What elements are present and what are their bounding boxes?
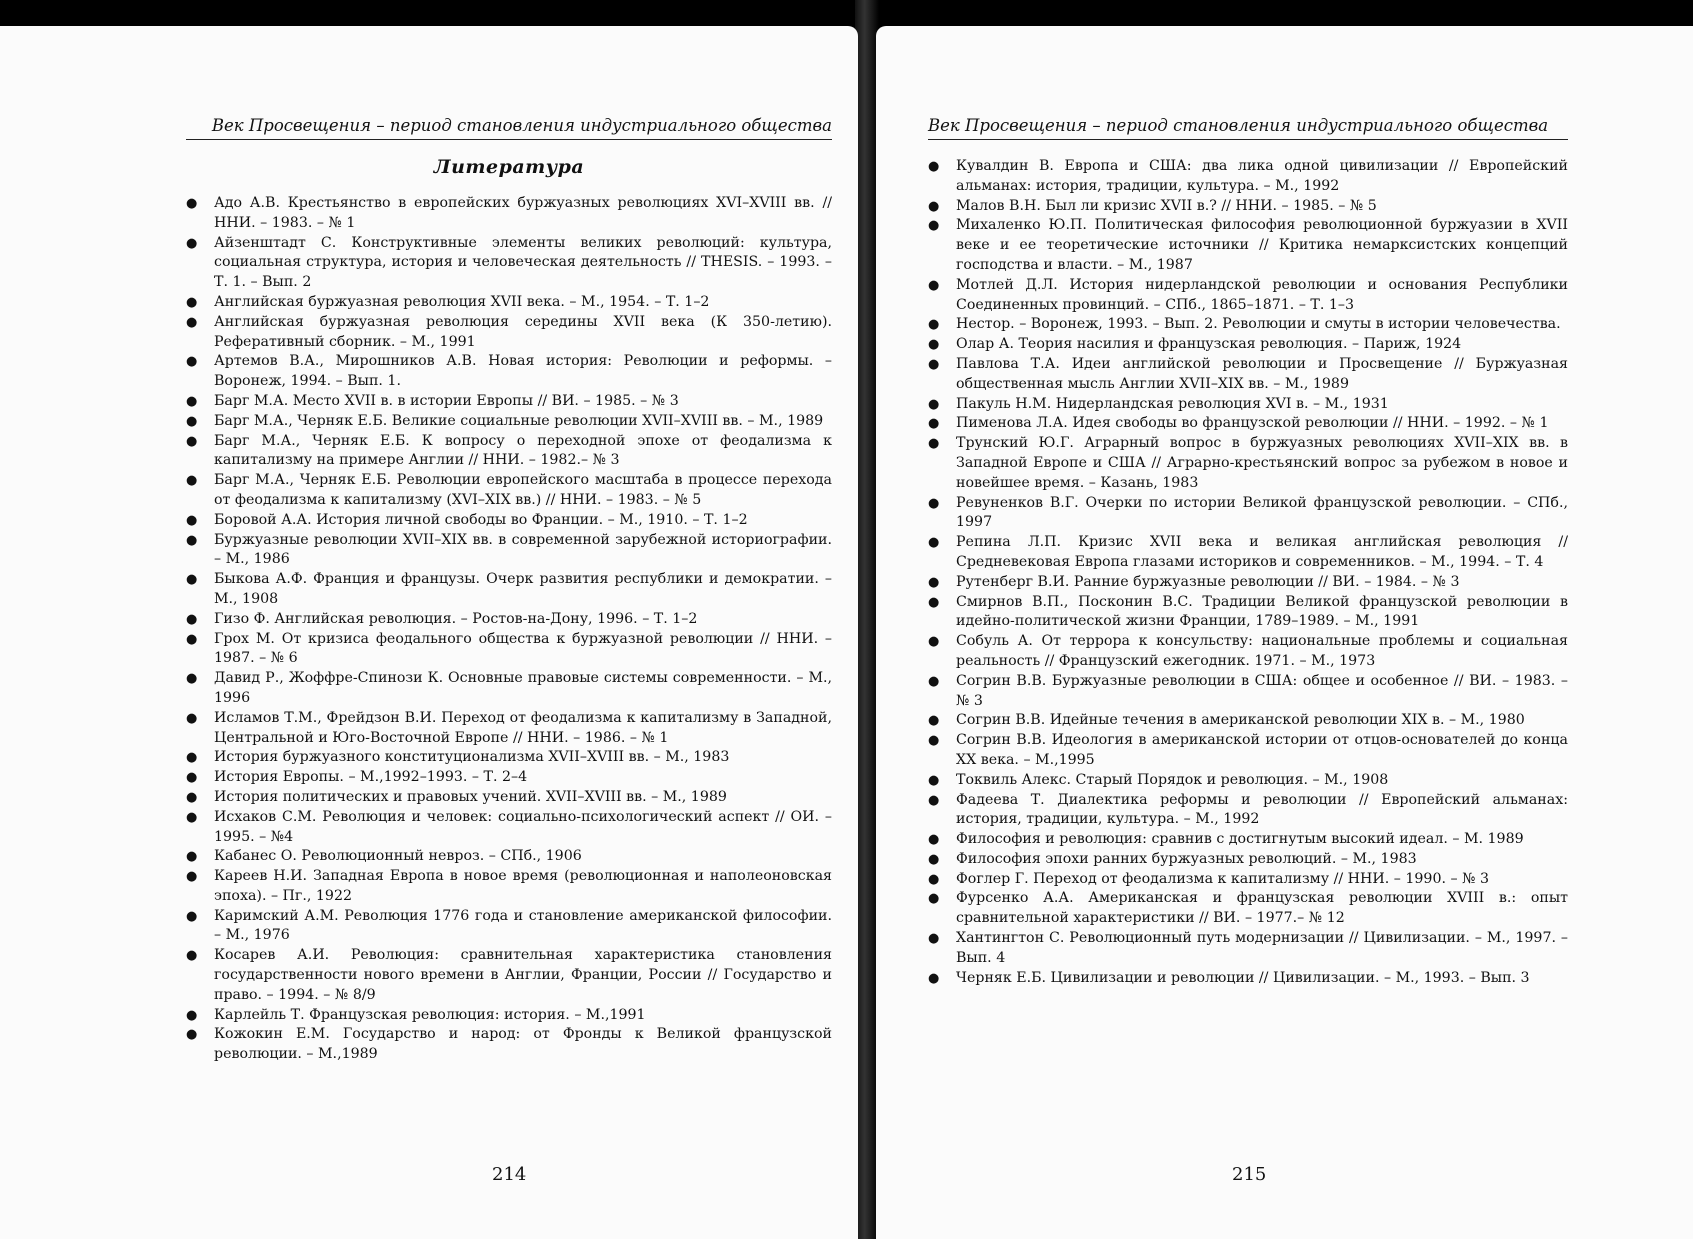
reference-text: Барг М.А. Место XVII в. в истории Европы // ВИ. – 1985. – № 3	[214, 392, 679, 409]
reference-text: Кабанес О. Революционный невроз. – СПб., 1906	[214, 848, 582, 865]
reference-item	[928, 593, 1568, 633]
reference-item	[928, 731, 1568, 771]
reference-text: История буржуазного конституционализма XVII–XVIII вв. – М., 1983	[214, 749, 730, 766]
bullet-icon: ●	[186, 908, 198, 924]
bullet-icon: ●	[928, 871, 940, 887]
reference-item	[186, 610, 832, 630]
bullet-icon: ●	[928, 317, 940, 333]
reference-text: Токвиль Алекс. Старый Порядок и революция. – М., 1908	[956, 771, 1389, 788]
reference-item	[186, 511, 832, 531]
reference-item	[928, 157, 1568, 197]
bullet-icon: ●	[186, 611, 198, 627]
reference-text: Гизо Ф. Английская революция. – Ростов-на-Дону, 1996. – Т. 1–2	[214, 610, 698, 627]
bullet-icon: ●	[928, 495, 940, 511]
reference-text: История политических и правовых учений. XVII–XVIII вв. – М., 1989	[214, 788, 727, 805]
reference-item	[928, 870, 1568, 890]
reference-text: Нестор. – Воронеж, 1993. – Вып. 2. Революции и смуты в истории человечества.	[956, 316, 1561, 333]
bullet-icon: ●	[928, 574, 940, 590]
reference-text: Грох М. От кризиса феодального общества к буржуазной революции // ННИ. – 1987. – № 6	[214, 630, 832, 667]
bullet-icon: ●	[928, 772, 940, 788]
bullet-icon: ●	[928, 634, 940, 650]
reference-item	[186, 412, 832, 432]
reference-text: Малов В.Н. Был ли кризис XVII в.? // ННИ. – 1985. – № 5	[956, 197, 1377, 214]
reference-text: Фурсенко А.А. Американская и французская революции XVIII в.: опыт сравнительной характеристики // ВИ. – 1977.– № 12	[956, 890, 1568, 927]
reference-item	[928, 969, 1568, 989]
reference-text: Михаленко Ю.П. Политическая философия революционной буржуазии в XVII веке и ее теоретические источники // Критика немарксистских концепций господства и власти. – М., 1987	[956, 217, 1568, 273]
right-page	[876, 26, 1693, 1239]
reference-text: Олар А. Теория насилия и французская революция. – Париж, 1924	[956, 336, 1462, 353]
bullet-icon: ●	[928, 416, 940, 432]
bullet-icon: ●	[928, 594, 940, 610]
reference-item	[928, 216, 1568, 275]
reference-item	[928, 711, 1568, 731]
reference-text: Трунский Ю.Г. Аграрный вопрос в буржуазных революциях XVII–XIX вв. в Западной Европе и США // Аграрно-крестьянский вопрос за рубежом в новое и новейшее время. – Казань, 1983	[956, 435, 1568, 491]
reference-text: Давид Р., Жоффре-Спинози К. Основные правовые системы современности. – М., 1996	[214, 670, 832, 706]
reference-text: Карлейль Т. Французская революция: история. – М.,1991	[214, 1006, 646, 1023]
reference-item	[928, 850, 1568, 870]
reference-item	[186, 432, 832, 472]
reference-item	[186, 788, 832, 808]
reference-text: Барг М.А., Черняк Е.Б. Революции европейского масштаба в процессе перехода от феодализма к капитализму (XVI–XIX вв.) // ННИ. – 1983. – № 5	[214, 472, 832, 508]
reference-text: Черняк Е.Б. Цивилизации и революции // Цивилизации. – М., 1993. – Вып. 3	[956, 969, 1530, 986]
bullet-icon: ●	[928, 535, 940, 551]
bullet-icon: ●	[928, 159, 940, 174]
page-number: 214	[492, 1164, 527, 1185]
reference-item	[928, 573, 1568, 593]
reference-text: Артемов В.А., Мирошников А.В. Новая история: Революции и реформы. – Воронеж, 1994. – Вып. 1.	[214, 353, 832, 390]
reference-item	[928, 889, 1568, 929]
bullet-icon: ●	[928, 931, 940, 947]
reference-text: Айзенштадт С. Конструктивные элементы великих революций: культура, социальная структура, история и человеческая деятельность // THESIS. – 1993. – Т. 1. – Вып. 2	[214, 234, 832, 291]
reference-item	[928, 632, 1568, 672]
reference-item	[186, 867, 832, 907]
reference-text: История Европы. – М.,1992–1993. – Т. 2–4	[214, 769, 528, 786]
reference-item	[186, 313, 832, 353]
reference-text: Кареев Н.И. Западная Европа в новое время (революционная и наполеоновская эпоха). – Пг., 1922	[214, 868, 832, 904]
reference-item	[928, 929, 1568, 969]
reference-item	[186, 194, 832, 234]
reference-item	[928, 315, 1568, 335]
reference-item	[186, 748, 832, 768]
bullet-icon: ●	[928, 713, 940, 729]
reference-item	[186, 1025, 832, 1065]
reference-text: Философия эпохи ранних буржуазных революций. – М., 1983	[956, 850, 1417, 867]
bullet-icon: ●	[928, 396, 940, 412]
reference-text: Фоглер Г. Переход от феодализма к капитализму // ННИ. – 1990. – № 3	[956, 870, 1490, 887]
reference-item	[186, 570, 832, 610]
reference-item	[186, 768, 832, 788]
reference-text: Рутенберг В.И. Ранние буржуазные революции // ВИ. – 1984. – № 3	[956, 573, 1460, 590]
bullet-icon: ●	[928, 792, 940, 808]
bullet-icon: ●	[186, 572, 198, 588]
bullet-icon: ●	[186, 393, 198, 409]
bullet-icon: ●	[186, 532, 198, 548]
running-header: Век Просвещения – период становления индустриального общества	[928, 116, 1568, 140]
reference-item	[186, 392, 832, 412]
reference-text: Быкова А.Ф. Франция и французы. Очерк развития республики и демократии. – М., 1908	[214, 571, 832, 607]
reference-text: Павлова Т.А. Идеи английской революции и Просвещение // Буржуазная общественная мысль Англии XVII–XIX вв. – М., 1989	[956, 355, 1568, 392]
bullet-icon: ●	[928, 198, 940, 214]
reference-item	[186, 808, 832, 848]
reference-text: Исламов Т.М., Фрейдзон В.И. Переход от феодализма к капитализму в Западной, Центральной и Юго-Восточной Европе // ННИ. – 1986. – № 1	[214, 709, 832, 746]
reference-item	[186, 669, 832, 709]
reference-item	[186, 709, 832, 749]
reference-text: Боровой А.А. История личной свободы во Франции. – М., 1910. – Т. 1–2	[214, 511, 748, 528]
bullet-icon: ●	[186, 789, 198, 805]
reference-text: Кувалдин В. Европа и США: два лика одной цивилизации // Европейский альманах: история, традиции, культура. – М., 1992	[956, 158, 1568, 194]
bullet-icon: ●	[186, 413, 198, 429]
reference-text: Фадеева Т. Диалектика реформы и революции // Европейский альманах: история, традиции, культура. – М., 1992	[956, 791, 1568, 828]
reference-list	[186, 194, 832, 1065]
bullet-icon: ●	[928, 970, 940, 986]
bullet-icon: ●	[186, 433, 198, 449]
reference-item	[186, 1006, 832, 1026]
bullet-icon: ●	[928, 891, 940, 907]
reference-item	[928, 197, 1568, 217]
reference-text: Согрин В.В. Буржуазные революции в США: общее и особенное // ВИ. – 1983. – № 3	[956, 672, 1568, 709]
bullet-icon: ●	[186, 512, 198, 528]
reference-text: Барг М.А., Черняк Е.Б. К вопросу о переходной эпохе от феодализма к капитализму на примере Англии // ННИ. – 1982.– № 3	[214, 432, 832, 469]
reference-item	[928, 494, 1568, 534]
reference-item	[928, 355, 1568, 395]
bullet-icon: ●	[186, 473, 198, 489]
reference-text: Собуль А. От террора к консульству: национальные проблемы и социальная реальность // Французский ежегодник. 1971. – М., 1973	[956, 633, 1568, 669]
bullet-icon: ●	[186, 809, 198, 825]
reference-item	[928, 830, 1568, 850]
reference-item	[186, 531, 832, 571]
reference-item	[186, 293, 832, 313]
reference-text: Буржуазные революции XVII–XIX вв. в современной зарубежной историографии. – М., 1986	[214, 531, 832, 568]
running-header: Век Просвещения – период становления индустриального общества	[186, 116, 832, 140]
reference-item	[928, 276, 1568, 316]
bullet-icon: ●	[186, 631, 198, 647]
bullet-icon: ●	[928, 436, 940, 452]
reference-text: Косарев А.И. Революция: сравнительная характеристика становления государственности нового времени в Англии, Франции, России // Государство и право. – 1994. – № 8/9	[214, 947, 832, 1003]
bullet-icon: ●	[928, 277, 940, 293]
bullet-icon: ●	[928, 218, 940, 234]
bullet-icon: ●	[928, 673, 940, 689]
reference-item	[928, 791, 1568, 831]
reference-item	[928, 414, 1568, 434]
left-page	[0, 26, 858, 1239]
bullet-icon: ●	[928, 733, 940, 749]
reference-text: Репина Л.П. Кризис XVII века и великая английская революция // Средневековая Европа глазами историков и современников. – М., 1994. – Т. 4	[956, 534, 1568, 570]
reference-text: Ревуненков В.Г. Очерки по истории Великой французской революции. – СПб., 1997	[956, 494, 1568, 531]
reference-text: Кожокин Е.М. Государство и народ: от Фронды к Великой французской революции. – М.,1989	[214, 1026, 832, 1063]
bullet-icon: ●	[186, 196, 198, 211]
reference-item	[186, 946, 832, 1005]
reference-item	[928, 434, 1568, 493]
bullet-icon: ●	[186, 294, 198, 310]
reference-text: Адо А.В. Крестьянство в европейских буржуазных революциях XVI–XVIII вв. // ННИ. – 1983. – № 1	[214, 195, 832, 231]
reference-text: Пименова Л.А. Идея свободы во французской революции // ННИ. – 1992. – № 1	[956, 415, 1549, 432]
bullet-icon: ●	[928, 356, 940, 372]
reference-text: Согрин В.В. Идеология в американской истории от отцов-основателей до конца XX века. – М.,1995	[956, 732, 1568, 768]
reference-text: Барг М.А., Черняк Е.Б. Великие социальные революции XVII–XVIII вв. – М., 1989	[214, 412, 824, 429]
bullet-icon: ●	[928, 832, 940, 848]
bullet-icon: ●	[186, 235, 198, 251]
page-number: 215	[1232, 1164, 1267, 1185]
reference-item	[928, 672, 1568, 712]
reference-item	[186, 234, 832, 293]
bullet-icon: ●	[186, 671, 198, 687]
reference-item	[186, 847, 832, 867]
reference-text: Английская буржуазная революция XVII века. – М., 1954. – Т. 1–2	[214, 293, 710, 310]
reference-item	[186, 352, 832, 392]
reference-text: Согрин В.В. Идейные течения в американской революции XIX в. – М., 1980	[956, 712, 1525, 729]
bullet-icon: ●	[186, 354, 198, 370]
reference-text: Исхаков С.М. Революция и человек: социально-психологический аспект // ОИ. – 1995. – №4	[214, 808, 832, 845]
bullet-icon: ●	[186, 710, 198, 726]
reference-item	[186, 907, 832, 947]
reference-text: Хантингтон С. Революционный путь модернизации // Цивилизации. – М., 1997. – Вып. 4	[956, 930, 1568, 966]
bullet-icon: ●	[928, 337, 940, 353]
reference-text: Каримский А.М. Революция 1776 года и становление американской философии. – М., 1976	[214, 907, 832, 944]
bullet-icon: ●	[186, 1027, 198, 1043]
bullet-icon: ●	[186, 770, 198, 786]
bullet-icon: ●	[186, 948, 198, 964]
bullet-icon: ●	[186, 1007, 198, 1023]
bullet-icon: ●	[186, 849, 198, 865]
reference-item	[928, 771, 1568, 791]
bullet-icon: ●	[186, 314, 198, 330]
reference-text: Пакуль Н.М. Нидерландская революция XVI в. – М., 1931	[956, 395, 1389, 412]
reference-text: Философия и революция: сравнив с достигнутым высокий идеал. – М. 1989	[956, 831, 1524, 848]
bullet-icon: ●	[186, 869, 198, 885]
reference-item	[186, 630, 832, 670]
reference-item	[928, 335, 1568, 355]
bullet-icon: ●	[928, 851, 940, 867]
bullet-icon: ●	[186, 750, 198, 766]
reference-item	[186, 471, 832, 511]
reference-text: Английская буржуазная революция середины XVII века (К 350-летию). Реферативный сборник. – М., 1991	[214, 313, 832, 350]
reference-text: Смирнов В.П., Посконин В.С. Традиции Великой французской революции в идейно-политической жизни Франции, 1789–1989. – М., 1991	[956, 593, 1568, 630]
reference-list	[928, 157, 1568, 988]
reference-text: Мотлей Д.Л. История нидерландской революции и основания Республики Соединенных провинций. – СПб., 1865–1871. – Т. 1–3	[956, 276, 1568, 313]
reference-item	[928, 395, 1568, 415]
reference-item	[928, 533, 1568, 573]
section-title: Литература	[433, 156, 585, 178]
